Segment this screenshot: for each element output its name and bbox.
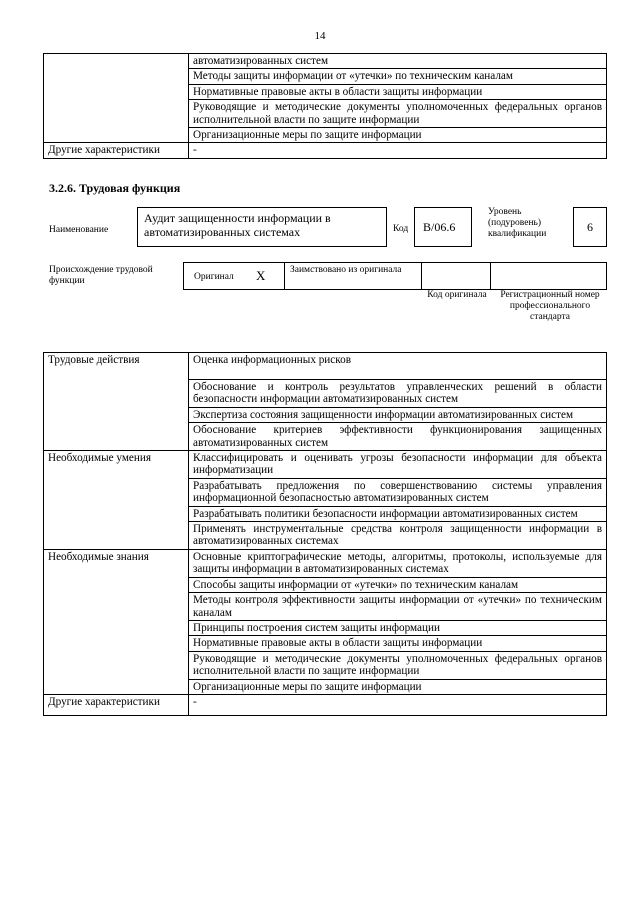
skills-label: Необходимые умения: [44, 451, 189, 550]
labor-action-item: Обоснование и контроль результатов управленческих решений в области безопасности информации автоматизированных систем: [189, 380, 607, 408]
labor-action-item: Оценка информационных рисков: [189, 353, 607, 380]
skill-item: Разрабатывать предложения по совершенствованию системы управления информационной безопасностью автоматизированных систем: [189, 478, 607, 506]
level-value-box: [573, 207, 607, 247]
knowledge-item: Методы защиты информации от «утечки» по техническим каналам: [189, 69, 607, 84]
knowledge-item: Нормативные правовые акты в области защиты информации: [189, 636, 607, 651]
knowledge-item: Способы защиты информации от «утечки» по техническим каналам: [189, 577, 607, 592]
knowledge-item: автоматизированных систем: [189, 54, 607, 69]
knowledge-item: Организационные меры по защите информации: [189, 679, 607, 694]
origin-divider: [284, 263, 285, 289]
original-label: Оригинал: [194, 272, 234, 282]
other-characteristics-label: Другие характеристики: [44, 694, 189, 715]
labor-actions-label: Трудовые действия: [44, 353, 189, 451]
level-label: Уровень (подуровень) квалификации: [488, 207, 547, 239]
continuation-table: [43, 53, 607, 159]
knowledge-item: Принципы построения систем защиты информации: [189, 620, 607, 635]
knowledge-item: Основные криптографические методы, алгоритмы, протоколы, используемые для защиты информации в автоматизированных системах: [189, 549, 607, 577]
borrowed-label: Заимствовано из оригинала: [290, 265, 402, 275]
section-heading: 3.2.6. Трудовая функция: [49, 181, 181, 195]
name-label: Наименование: [49, 225, 109, 235]
original-mark: X: [256, 268, 266, 283]
code-original-label: Код оригинала: [427, 290, 487, 300]
knowledge-label: Необходимые знания: [44, 549, 189, 694]
skill-item: Классифицировать и оценивать угрозы безопасности информации для объекта информатизации: [189, 451, 607, 479]
skill-item: Применять инструментальные средства контроля защищенности информации в автоматизированных системах: [189, 522, 607, 550]
name-value-box: [137, 207, 387, 247]
code-label: Код: [393, 224, 409, 234]
other-characteristics-label: Другие характеристики: [44, 143, 189, 158]
labor-action-item: Обоснование критериев эффективности функционирования защищенных автоматизированных систем: [189, 423, 607, 451]
skill-item: Разрабатывать политики безопасности информации автоматизированных систем: [189, 506, 607, 521]
labor-action-item: Экспертиза состояния защищенности информации автоматизированных систем: [189, 407, 607, 422]
reg-number-label: Регистрационный номер профессионального стандарта: [500, 290, 600, 322]
origin-box: [183, 262, 607, 290]
knowledge-item: Нормативные правовые акты в области защиты информации: [189, 84, 607, 99]
code-value: B/06.6: [423, 220, 456, 234]
knowledge-item: Организационные меры по защите информации: [189, 128, 607, 143]
knowledge-item: Руководящие и методические документы уполномоченных федеральных органов исполнительной власти по защите информации: [189, 100, 607, 128]
code-value-box: [414, 207, 472, 247]
origin-divider: [490, 263, 491, 289]
knowledge-item: Руководящие и методические документы уполномоченных федеральных органов исполнительной власти по защите информации: [189, 651, 607, 679]
name-value: Аудит защищенности информации в автоматизированных системах: [144, 211, 331, 239]
origin-label: Происхождение трудовой функции: [49, 265, 153, 286]
page-number: 14: [314, 30, 326, 42]
labor-function-table: [43, 352, 607, 716]
other-characteristics-value: -: [189, 143, 607, 158]
other-characteristics-value: -: [189, 694, 607, 715]
knowledge-item: Методы контроля эффективности защиты информации от «утечки» по техническим каналам: [189, 593, 607, 621]
origin-divider: [421, 263, 422, 289]
level-value: 6: [587, 220, 593, 234]
